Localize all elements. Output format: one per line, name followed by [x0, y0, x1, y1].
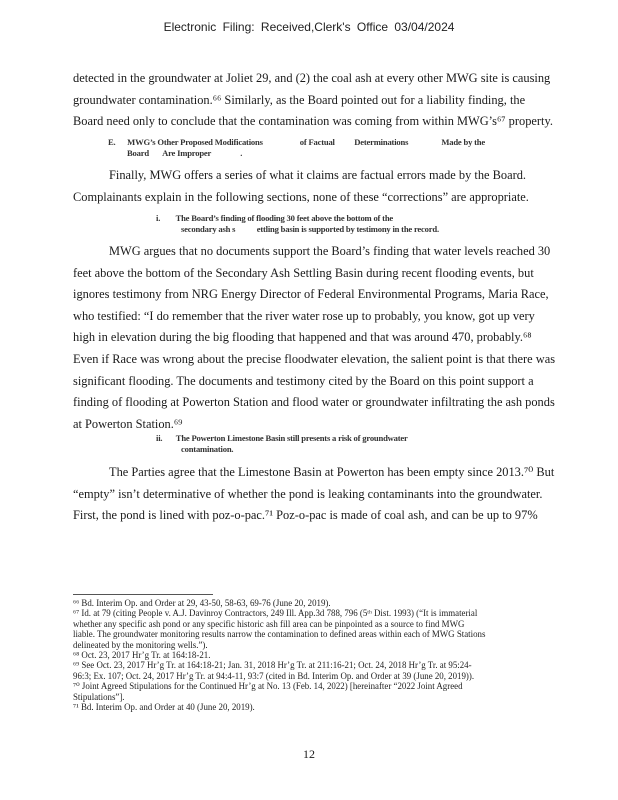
footnote-66: ⁶⁶ Bd. Interim Op. and Order at 29, 43-50, 58-63, 69-76 (June 20, 2019). — [73, 598, 331, 608]
heading-line: secondary ash s ettling basin is supported by testimony in the record. — [181, 223, 439, 234]
body-line: MWG argues that no documents support the Board’s finding that water levels reached 30 — [109, 244, 551, 258]
body-line: The Parties agree that the Limestone Basin at Powerton has been empty since 2013.⁷⁰ But — [109, 465, 555, 479]
body-line: feet above the bottom of the Secondary Ash Settling Basin during recent flooding events, but — [73, 265, 534, 280]
body-block-1 — [73, 68, 603, 133]
footnotes — [73, 598, 593, 712]
body-line: finding of flooding at Powerton Station and flood water or groundwater infiltrating the ash ponds — [73, 395, 555, 410]
heading-line: E. MWG’s Other Proposed Modifications of Factual Determinations Made by the — [108, 137, 485, 147]
body-line: ignores testimony from NRG Energy Director of Federal Environmental Programs, Maria Race, — [73, 287, 549, 302]
section-heading-i — [156, 213, 618, 234]
section-heading-e — [108, 137, 618, 158]
page-number: 12 — [303, 747, 315, 761]
section-heading-ii — [156, 433, 618, 454]
footnote-separator — [73, 594, 213, 595]
body-line: significant flooding. The documents and testimony cited by the Board on this point support a — [73, 373, 534, 388]
footnote-67-cont: whether any specific ash pond or any specific historic ash fill area can be pinpointed as a source to find MWG — [73, 618, 465, 629]
footnote-70-cont: Stipulations”]. — [73, 691, 125, 702]
body-line: high in elevation during the big flooding that happened and that was around 470, probably.⁶⁸ — [73, 330, 532, 345]
footnote-67: ⁶⁷ Id. at 79 (citing People v. A.J. Davinroy Contractors, 249 Ill. App.3d 788, 796 (5ᵗʰ Dist. 1993) (“It is immaterial — [73, 608, 478, 619]
footnote-69: ⁶⁹ See Oct. 23, 2017 Hr’g Tr. at 164:18-21; Jan. 31, 2018 Hr’g Tr. at 211:16-21; Oct. 24, 2018 Hr’g Tr. at 95:24- — [73, 660, 472, 671]
body-block-4 — [73, 462, 603, 527]
body-line: “empty” isn’t determinative of whether the pond is leaking contaminants into the groundwater. — [73, 486, 543, 501]
body-block-2 — [73, 165, 603, 208]
heading-line: contamination. — [181, 443, 234, 454]
footnote-70: ⁷⁰ Joint Agreed Stipulations for the Continued Hr’g at No. 13 (Feb. 14, 2022) [hereinafter “2022 Joint Agreed — [73, 681, 463, 692]
body-line: Even if Race was wrong about the precise floodwater elevation, the salient point is that there was — [73, 351, 556, 366]
footnote-69-cont: 96:3; Ex. 107; Oct. 24, 2017 Hr’g Tr. at 94:4-11, 93:7 (cited in Bd. Interim Op. and Order at 39 (June 20, 2019)). — [73, 670, 475, 681]
heading-line: i. The Board’s finding of flooding 30 feet above the bottom of the — [156, 213, 394, 223]
footnote-67-cont: liable. The groundwater monitoring results narrow the contamination to defined areas within each of MWG Stations — [73, 629, 486, 640]
body-line: Complainants explain in the following sections, none of these “corrections” are appropriate. — [73, 189, 529, 204]
body-line: Board need only to conclude that the contamination was coming from within MWG’s⁶⁷ property. — [73, 114, 553, 129]
heading-line: Board Are Improper . — [127, 147, 243, 158]
body-line: detected in the groundwater at Joliet 29, and (2) the coal ash at every other MWG site is causing — [73, 71, 551, 85]
body-line: First, the pond is lined with poz-o-pac.⁷¹ Poz-o-pac is made of coal ash, and can be up to 97% — [73, 508, 538, 523]
heading-line: ii. The Powerton Limestone Basin still presents a risk of groundwater — [156, 433, 408, 443]
body-line: groundwater contamination.⁶⁶ Similarly, as the Board pointed out for a liability finding, the — [73, 92, 526, 107]
body-block-3 — [73, 241, 603, 435]
body-line: Finally, MWG offers a series of what it claims are factual errors made by the Board. — [109, 168, 527, 182]
body-line: who testified: “I do remember that the river water rose up to probably, you know, got up very — [73, 308, 535, 323]
footnote-68: ⁶⁸ Oct. 23, 2017 Hr’g Tr. at 164:18-21. — [73, 650, 211, 661]
body-line: at Powerton Station.⁶⁹ — [73, 416, 183, 431]
footnote-71: ⁷¹ Bd. Interim Op. and Order at 40 (June 20, 2019). — [73, 702, 255, 713]
filing-stamp-header: Electronic Filing: Received,Clerk's Office 03/04/2024 — [163, 20, 455, 34]
footnote-67-cont: delineated by the monitoring wells.”). — [73, 639, 208, 650]
